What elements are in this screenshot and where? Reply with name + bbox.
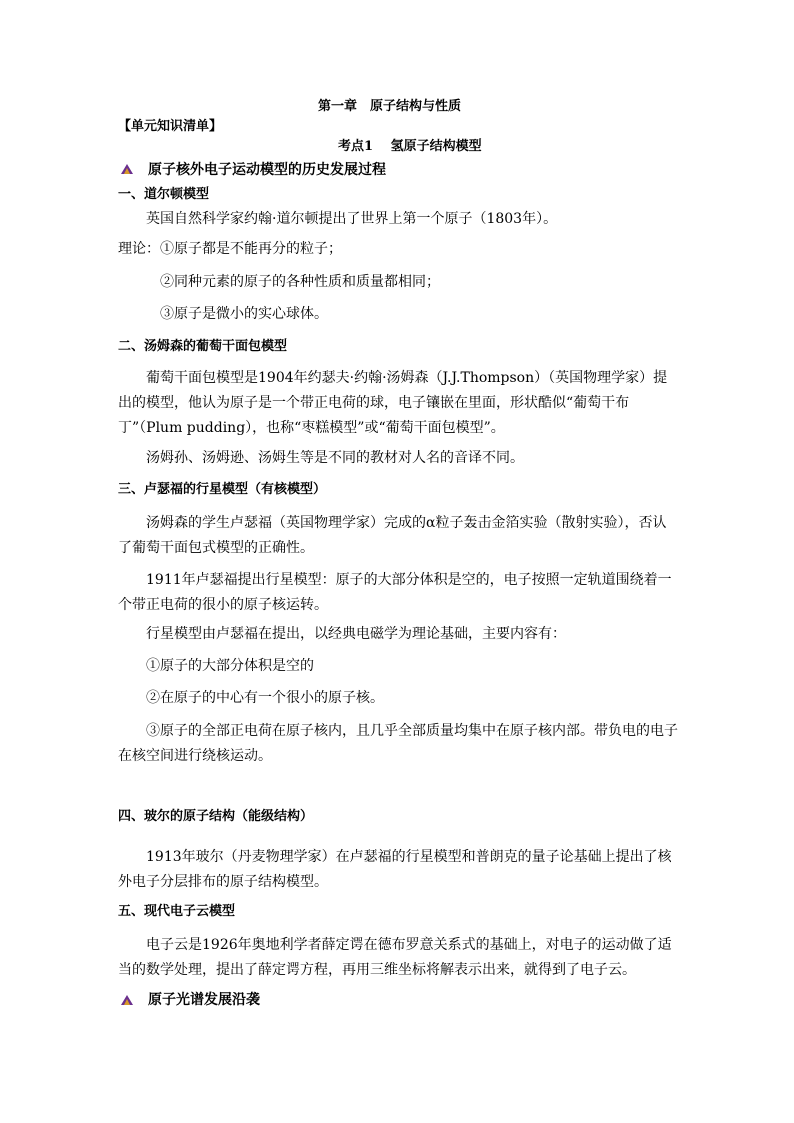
theory-item-2: ②同种元素的原子的各种性质和质量都相同； xyxy=(160,274,440,290)
section-1-heading: 一、道尔顿模型 xyxy=(118,187,210,202)
planet-model-item-3 xyxy=(118,719,678,769)
unit-list-label: 【单元知识清单】 xyxy=(118,119,223,134)
section-4-paragraph xyxy=(118,845,678,895)
section-3-paragraph-2-text: 1911年卢瑟福提出行星模型：原子的大部分体积是空的，电子按照一定轨道围绕着一个带正电荷的很小的原子核运转。 xyxy=(118,572,672,613)
theory-label: 理论： xyxy=(118,241,160,257)
section-spectrum-heading: 原子光谱发展沿袭 xyxy=(148,992,260,1008)
bullet-pencil-icon xyxy=(120,994,134,1006)
theory-item-1: ①原子都是不能再分的粒子； xyxy=(160,241,342,257)
section-3-heading: 三、卢瑟福的行星模型（有核模型） xyxy=(118,482,327,497)
planet-model-item-3-text: ③原子的全部正电荷在原子核内，且几乎全部质量均集中在原子核内部。带负电的电子在核空间进行绕核运动。 xyxy=(118,723,678,764)
section-2-paragraph-1-text: 葡萄干面包模型是1904年约瑟夫·约翰·汤姆森（J.J.Thompson）（英国物理学家）提出的模型，他认为原子是一个带正电荷的球，电子镶嵌在里面，形状酷似“葡萄干布丁”（Plum pudding），也称“枣糕模型”或“葡萄干面包模型”。 xyxy=(118,370,668,436)
bullet-pencil-icon xyxy=(120,163,134,175)
section-2-heading: 二、汤姆森的葡萄干面包模型 xyxy=(118,339,288,354)
topic-title: 考点1 氢原子结构模型 xyxy=(338,139,482,154)
section-history-heading: 原子核外电子运动模型的历史发展过程 xyxy=(148,162,386,178)
section-3-paragraph-1 xyxy=(118,511,678,561)
theory-item-3: ③原子是微小的实心球体。 xyxy=(160,306,328,322)
section-2-paragraph-1 xyxy=(118,366,678,441)
section-4-paragraph-text: 1913年玻尔（丹麦物理学家）在卢瑟福的行星模型和普朗克的量子论基础上提出了核外电子分层排布的原子结构模型。 xyxy=(118,849,672,890)
section-5-paragraph xyxy=(118,933,678,983)
section-2-paragraph-2: 汤姆孙、汤姆逊、汤姆生等是不同的教材对人名的音译不同。 xyxy=(146,450,524,466)
section-5-heading: 五、现代电子云模型 xyxy=(118,904,236,919)
section-3-paragraph-2 xyxy=(118,568,678,618)
section-5-paragraph-text: 电子云是1926年奥地利学者薛定谔在德布罗意关系式的基础上，对电子的运动做了适当的数学处理，提出了薛定谔方程，再用三维坐标将解表示出来，就得到了电子云。 xyxy=(118,937,672,978)
section-3-paragraph-3: 行星模型由卢瑟福在提出，以经典电磁学为理论基础，主要内容有： xyxy=(146,626,566,642)
section-3-paragraph-1-text: 汤姆森的学生卢瑟福（英国物理学家）完成的α粒子轰击金箔实验（散射实验），否认了葡萄干面包式模型的正确性。 xyxy=(118,515,667,556)
chapter-title: 第一章 原子结构与性质 xyxy=(318,99,462,114)
section-4-heading: 四、玻尔的原子结构（能级结构） xyxy=(118,809,314,824)
planet-model-item-1: ①原子的大部分体积是空的 xyxy=(146,658,314,674)
section-1-paragraph: 英国自然科学家约翰·道尔顿提出了世界上第一个原子（1803年）。 xyxy=(146,211,558,227)
planet-model-item-2: ②在原子的中心有一个很小的原子核。 xyxy=(146,690,384,706)
